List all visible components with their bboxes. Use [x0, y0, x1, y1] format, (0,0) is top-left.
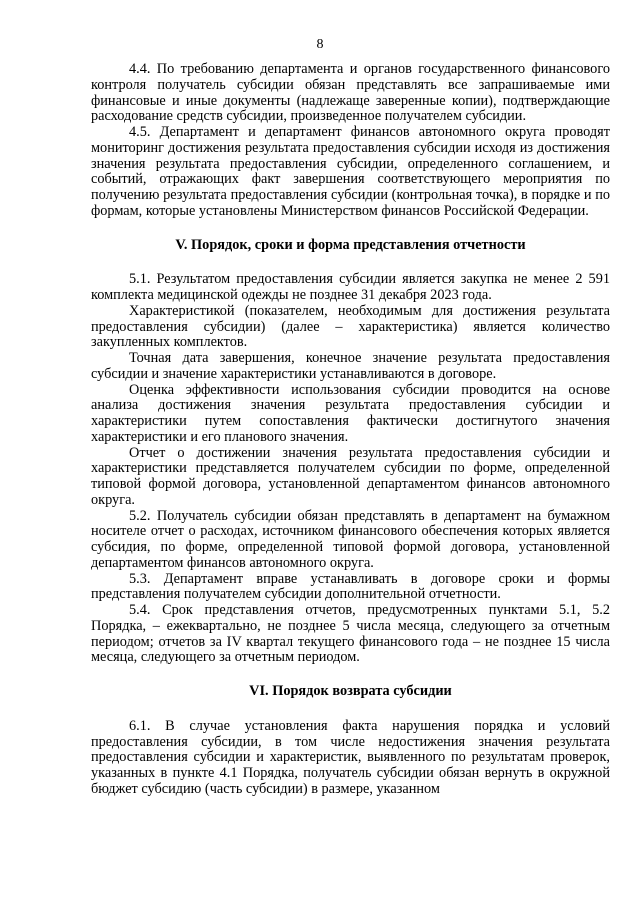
- paragraph-4-4: 4.4. По требованию департамента и органов государственного финансового контроля получатель субсидии обязан представлять все запрашиваемые ими финансовые и иные документы (надлежаще заверенные копии), подтверждающие расходование средств субсидии, произведенное получателем субсидии.: [91, 61, 610, 125]
- paragraph-report: Отчет о достижении значения результата предоставления субсидии и характеристики представляется получателем субсидии по форме, определенной типовой формой договора, установленной департаментом финансов автономного округа.: [91, 444, 610, 508]
- section-6-heading: VI. Порядок возврата субсидии: [249, 683, 452, 699]
- paragraph-5-4: 5.4. Срок представления отчетов, предусмотренных пунктами 5.1, 5.2 Порядка, – ежеквартально, не позднее 5 числа месяца, следующего за отчетным периодом; отчетов за IV квартал текущего финансового года – не позднее 15 числа месяца, следующего за отчетным периодом.: [91, 602, 610, 666]
- paragraph-5-2: 5.2. Получатель субсидии обязан представлять в департамент на бумажном носителе отчет о расходах, источником финансового обеспечения которых является субсидия, по форме, определенной типовой формой договора, установленной департаментом финансов автономного округа.: [91, 507, 610, 571]
- paragraph-5-1: 5.1. Результатом предоставления субсидии является закупка не менее 2 591 комплекта медицинской одежды не позднее 31 декабря 2023 года.: [91, 271, 610, 303]
- document-body: [91, 62, 610, 798]
- section-5-heading: V. Порядок, сроки и форма представления отчетности: [175, 236, 526, 253]
- page-number: 8: [316, 37, 324, 52]
- paragraph-completion-date: Точная дата завершения, конечное значение результата предоставления субсидии и значение характеристики устанавливаются в договоре.: [91, 350, 610, 382]
- paragraph-characteristic: Характеристикой (показателем, необходимым для достижения результата предоставления субсидии) (далее – характеристика) является количество закупленных комплектов.: [91, 302, 610, 351]
- paragraph-efficiency: Оценка эффективности использования субсидии проводится на основе анализа достижения значения результата предоставления субсидии и характеристики путем сопоставления фактически достигнутого значения характеристики и его планового значения.: [91, 381, 610, 445]
- paragraph-4-5: 4.5. Департамент и департамент финансов автономного округа проводят мониторинг достижения результата предоставления субсидии исходя из достижения значения результата предоставления субсидии, определенного соглашением, и событий, отражающих факт завершения соответствующего мероприятия по получению результата предоставления субсидии (контрольная точка), в порядке и по формам, которые установлены Министерством финансов Российской Федерации.: [91, 124, 610, 219]
- paragraph-6-1: 6.1. В случае установления факта нарушения порядка и условий предоставления субсидии, в том числе недостижения значения результата предоставления субсидии и характеристик, выявленного по результатам проверок, указанных в пункте 4.1 Порядка, получатель субсидии обязан вернуть в окружной бюджет субсидию (часть субсидии) в размере, указанном: [91, 717, 610, 797]
- paragraph-5-3: 5.3. Департамент вправе устанавливать в договоре сроки и формы представления получателем субсидии дополнительной отчетности.: [91, 570, 610, 603]
